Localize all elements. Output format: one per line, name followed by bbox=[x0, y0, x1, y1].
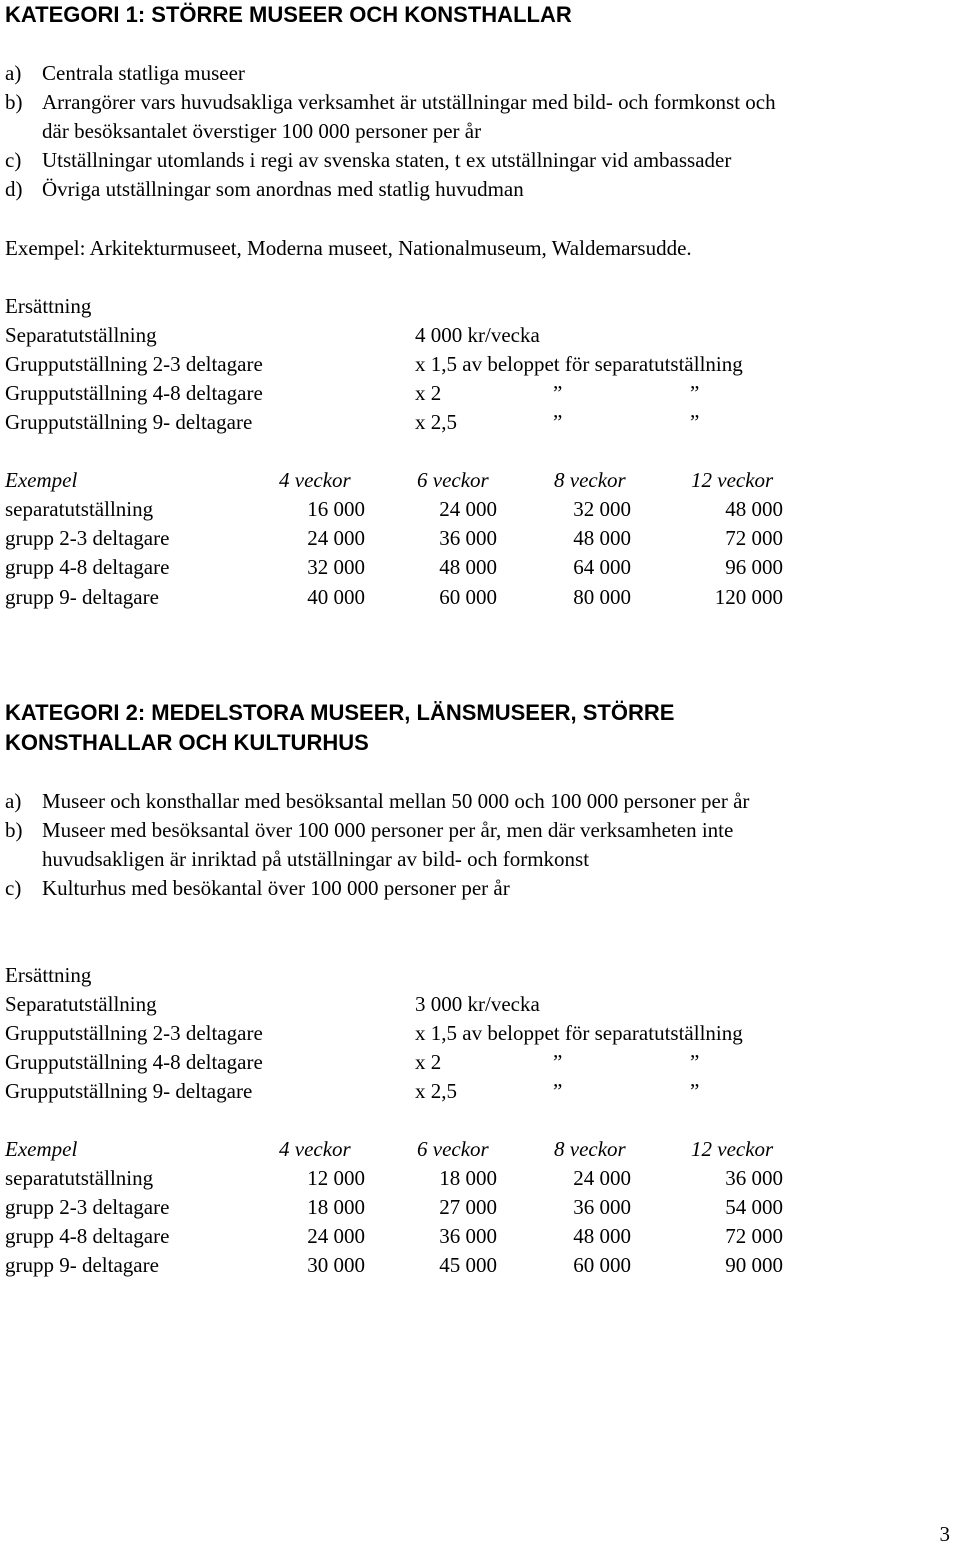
list-marker: d) bbox=[5, 177, 23, 201]
list-text: Centrala statliga museer bbox=[42, 61, 245, 85]
example-table-row bbox=[0, 1165, 960, 1191]
example-cell: 12 000 bbox=[307, 1166, 365, 1190]
ersattning-title: Ersättning bbox=[5, 294, 92, 318]
ersattning-value: x 1,5 av beloppet för separatutställning bbox=[415, 352, 743, 376]
ersattning-row bbox=[0, 409, 960, 435]
example-row-label: separatutställning bbox=[5, 1166, 154, 1190]
example-cell: 24 000 bbox=[573, 1166, 631, 1190]
ersattning-value: x 1,5 av beloppet för separatutställning bbox=[415, 1021, 743, 1045]
example-header-cell: 6 veckor bbox=[417, 468, 489, 492]
example-cell: 90 000 bbox=[725, 1253, 783, 1277]
list-text-continuation: huvudsakligen är inriktad på utställningar av bild- och formkonst bbox=[42, 847, 590, 871]
ditto-mark: ” bbox=[553, 1050, 563, 1074]
ersattning-value: 3 000 kr/vecka bbox=[415, 992, 540, 1016]
ersattning-label: Grupputställning 4-8 deltagare bbox=[5, 381, 263, 405]
example-cell: 36 000 bbox=[573, 1195, 631, 1219]
list-text: Museer med besöksantal över 100 000 personer per år, men där verksamheten inte bbox=[42, 818, 734, 842]
ditto-mark: ” bbox=[553, 410, 563, 434]
example-cell: 32 000 bbox=[573, 497, 631, 521]
example-cell: 64 000 bbox=[573, 555, 631, 579]
ersattning-value: x 2 bbox=[415, 381, 442, 405]
list-marker: c) bbox=[5, 876, 22, 900]
ditto-mark: ” bbox=[553, 381, 563, 405]
category-2-heading: KATEGORI 2: MEDELSTORA MUSEER, LÄNSMUSEER, STÖRRE bbox=[5, 700, 675, 725]
example-cell: 30 000 bbox=[307, 1253, 365, 1277]
ditto-mark: ” bbox=[553, 1079, 563, 1103]
category-1-heading: KATEGORI 1: STÖRRE MUSEER OCH KONSTHALLAR bbox=[5, 2, 572, 27]
example-table-header bbox=[0, 1136, 960, 1162]
example-header-cell: 8 veckor bbox=[554, 1137, 626, 1161]
example-table-header bbox=[0, 467, 960, 493]
example-cell: 32 000 bbox=[307, 555, 365, 579]
example-cell: 60 000 bbox=[439, 585, 497, 609]
example-cell: 48 000 bbox=[439, 555, 497, 579]
example-cell: 60 000 bbox=[573, 1253, 631, 1277]
ersattning-row bbox=[0, 351, 960, 377]
ersattning-row bbox=[0, 1078, 960, 1104]
example-row-label: grupp 2-3 deltagare bbox=[5, 1195, 170, 1219]
ditto-mark: ” bbox=[690, 410, 700, 434]
ersattning-label: Grupputställning 2-3 deltagare bbox=[5, 1021, 263, 1045]
example-table-row bbox=[0, 1252, 960, 1278]
list-marker: a) bbox=[5, 789, 22, 813]
ersattning-title: Ersättning bbox=[5, 963, 92, 987]
example-cell: 72 000 bbox=[725, 526, 783, 550]
ersattning-label: Grupputställning 9- deltagare bbox=[5, 410, 253, 434]
ersattning-row bbox=[0, 322, 960, 348]
ersattning-row bbox=[0, 380, 960, 406]
example-table-row bbox=[0, 1194, 960, 1220]
example-cell: 72 000 bbox=[725, 1224, 783, 1248]
example-cell: 18 000 bbox=[307, 1195, 365, 1219]
example-row-label: grupp 2-3 deltagare bbox=[5, 526, 170, 550]
example-row-label: grupp 4-8 deltagare bbox=[5, 1224, 170, 1248]
ersattning-row bbox=[0, 1049, 960, 1075]
ersattning-row bbox=[0, 1020, 960, 1046]
example-cell: 40 000 bbox=[307, 585, 365, 609]
ersattning-value: x 2 bbox=[415, 1050, 442, 1074]
ersattning-value: 4 000 kr/vecka bbox=[415, 323, 540, 347]
example-table-row bbox=[0, 1223, 960, 1249]
example-cell: 36 000 bbox=[439, 1224, 497, 1248]
example-table-row bbox=[0, 496, 960, 522]
example-cell: 36 000 bbox=[725, 1166, 783, 1190]
example-cell: 48 000 bbox=[725, 497, 783, 521]
list-marker: b) bbox=[5, 90, 23, 114]
list-text: Övriga utställningar som anordnas med statlig huvudman bbox=[42, 177, 524, 201]
example-cell: 24 000 bbox=[307, 526, 365, 550]
example-row-label: separatutställning bbox=[5, 497, 154, 521]
list-marker: a) bbox=[5, 61, 22, 85]
list-text: Arrangörer vars huvudsakliga verksamhet är utställningar med bild- och formkonst och bbox=[42, 90, 776, 114]
example-cell: 24 000 bbox=[307, 1224, 365, 1248]
ersattning-label: Grupputställning 9- deltagare bbox=[5, 1079, 253, 1103]
example-header-cell: 4 veckor bbox=[279, 468, 351, 492]
example-note: Exempel: Arkitekturmuseet, Moderna museet, Nationalmuseum, Waldemarsudde. bbox=[5, 236, 692, 260]
example-cell: 24 000 bbox=[439, 497, 497, 521]
example-cell: 27 000 bbox=[439, 1195, 497, 1219]
category-2-heading-cont: KONSTHALLAR OCH KULTURHUS bbox=[5, 730, 369, 755]
ersattning-label: Grupputställning 4-8 deltagare bbox=[5, 1050, 263, 1074]
list-text: Museer och konsthallar med besöksantal mellan 50 000 och 100 000 personer per år bbox=[42, 789, 750, 813]
example-header-cell: 4 veckor bbox=[279, 1137, 351, 1161]
list-marker: b) bbox=[5, 818, 23, 842]
example-cell: 96 000 bbox=[725, 555, 783, 579]
example-cell: 18 000 bbox=[439, 1166, 497, 1190]
ersattning-label: Separatutställning bbox=[5, 992, 157, 1016]
ersattning-label: Grupputställning 2-3 deltagare bbox=[5, 352, 263, 376]
ersattning-value: x 2,5 bbox=[415, 410, 457, 434]
ersattning-value: x 2,5 bbox=[415, 1079, 457, 1103]
list-text-continuation: där besöksantalet överstiger 100 000 personer per år bbox=[42, 119, 482, 143]
example-header-cell: 8 veckor bbox=[554, 468, 626, 492]
example-header-cell: Exempel bbox=[5, 1137, 78, 1161]
example-header-cell: Exempel bbox=[5, 468, 78, 492]
example-cell: 48 000 bbox=[573, 1224, 631, 1248]
ditto-mark: ” bbox=[690, 1079, 700, 1103]
ditto-mark: ” bbox=[690, 1050, 700, 1074]
example-cell: 45 000 bbox=[439, 1253, 497, 1277]
ersattning-row bbox=[0, 991, 960, 1017]
list-text: Utställningar utomlands i regi av svenska staten, t ex utställningar vid ambassader bbox=[42, 148, 732, 172]
example-row-label: grupp 9- deltagare bbox=[5, 585, 159, 609]
example-cell: 36 000 bbox=[439, 526, 497, 550]
example-cell: 48 000 bbox=[573, 526, 631, 550]
example-table-row bbox=[0, 554, 960, 580]
list-marker: c) bbox=[5, 148, 22, 172]
example-row-label: grupp 4-8 deltagare bbox=[5, 555, 170, 579]
ersattning-label: Separatutställning bbox=[5, 323, 157, 347]
page-number: 3 bbox=[939, 1522, 950, 1546]
example-header-cell: 12 veckor bbox=[691, 468, 774, 492]
ditto-mark: ” bbox=[690, 381, 700, 405]
example-cell: 120 000 bbox=[714, 585, 783, 609]
example-cell: 80 000 bbox=[573, 585, 631, 609]
example-row-label: grupp 9- deltagare bbox=[5, 1253, 159, 1277]
example-header-cell: 12 veckor bbox=[691, 1137, 774, 1161]
example-table-row bbox=[0, 525, 960, 551]
example-table-row bbox=[0, 584, 960, 610]
example-header-cell: 6 veckor bbox=[417, 1137, 489, 1161]
list-text: Kulturhus med besökantal över 100 000 personer per år bbox=[42, 876, 510, 900]
example-cell: 16 000 bbox=[307, 497, 365, 521]
example-cell: 54 000 bbox=[725, 1195, 783, 1219]
